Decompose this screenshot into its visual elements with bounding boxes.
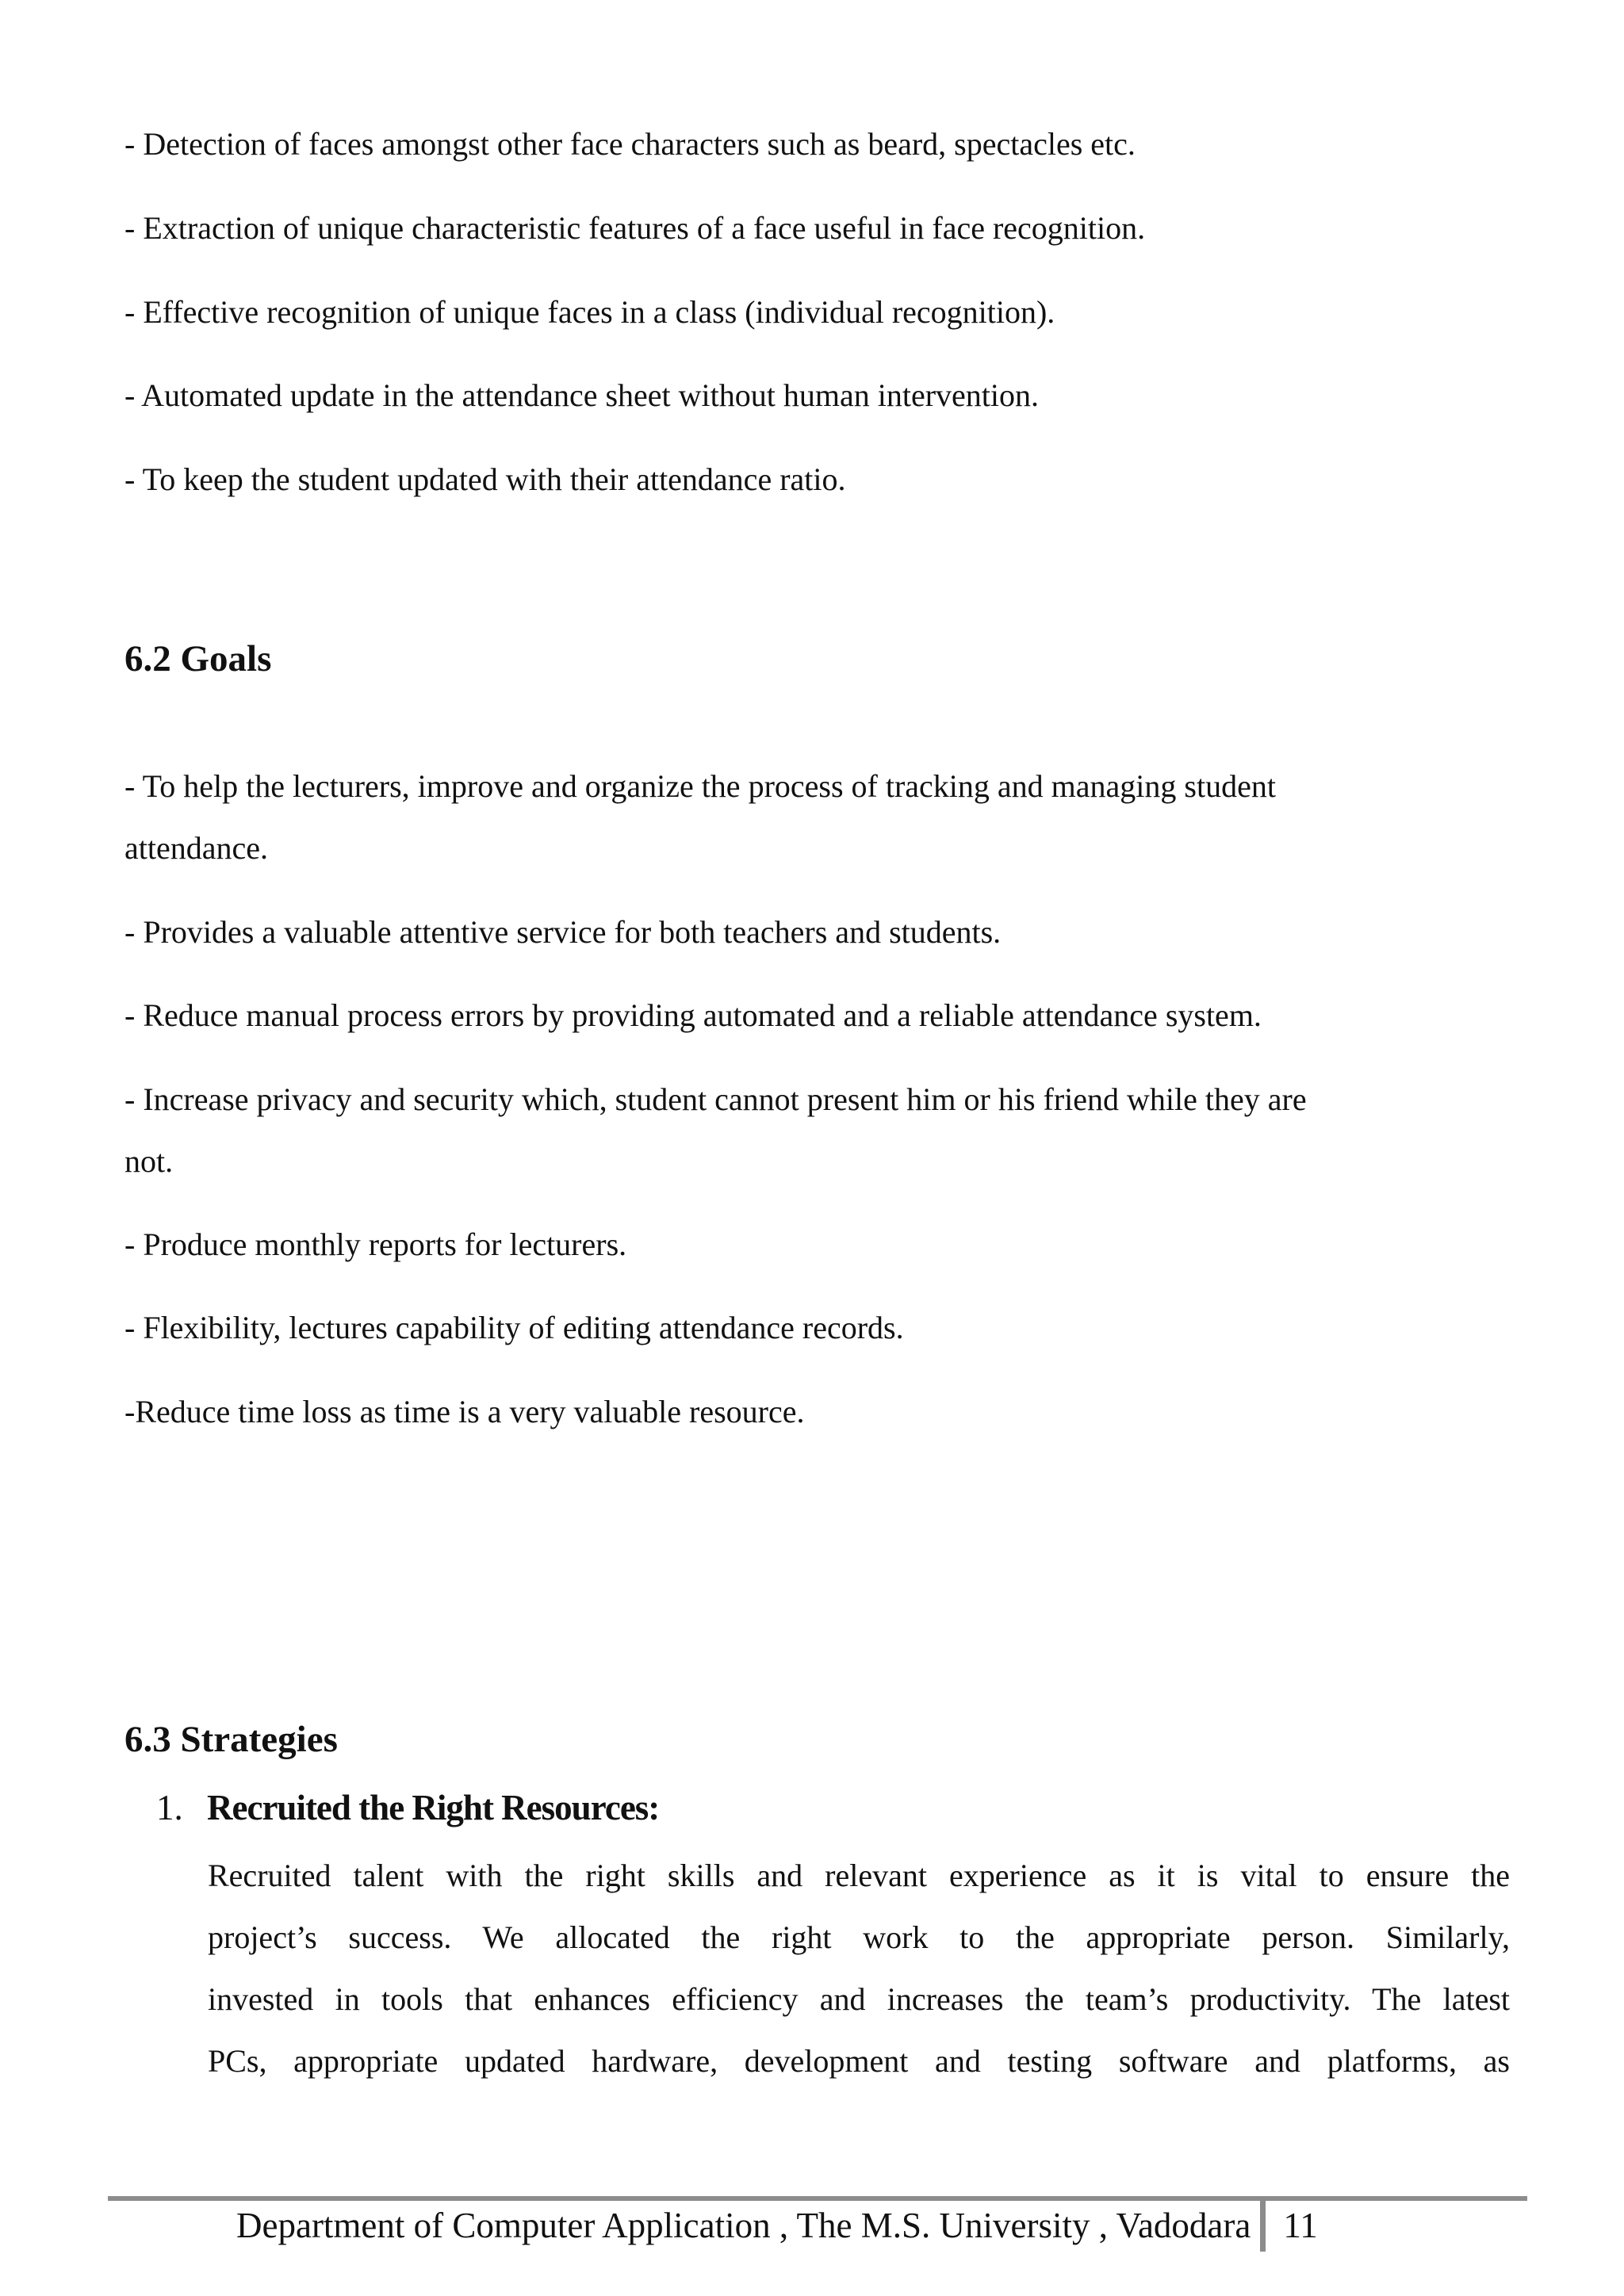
strategy-item-number: 1. — [156, 1788, 183, 1827]
paragraph-line: PCs, appropriate updated hardware, development and testing software and platforms, as — [208, 2043, 1510, 2079]
objective-item: - Extraction of unique characteristic features of a face useful in face recognition. — [124, 210, 1146, 246]
footer-text: Department of Computer Application , The M.S. University , Vadodara — [236, 2206, 1251, 2245]
goal-line: - Produce monthly reports for lecturers. — [124, 1226, 627, 1262]
goal-line: - Increase privacy and security which, student cannot present him or his friend while they are — [124, 1081, 1307, 1117]
paragraph-line: project’s success. We allocated the right work to the appropriate person. Similarly, — [208, 1919, 1510, 1955]
goal-line: -Reduce time loss as time is a very valuable resource. — [124, 1394, 805, 1429]
page-footer — [236, 2199, 1318, 2252]
page-number: 11 — [1283, 2206, 1318, 2245]
strategy-item-heading — [156, 1785, 659, 1830]
section-heading-goals: 6.2 Goals — [124, 638, 272, 679]
strategy-item-title: Recruited the Right Resources: — [207, 1788, 660, 1827]
objective-item: - Effective recognition of unique faces in a class (individual recognition). — [124, 294, 1055, 330]
section-heading-strategies: 6.3 Strategies — [124, 1719, 338, 1760]
paragraph-line: Recruited talent with the right skills and relevant experience as it is vital to ensure the — [208, 1858, 1510, 1893]
objective-item: - To keep the student updated with their attendance ratio. — [124, 461, 846, 497]
goal-line: - To help the lecturers, improve and organize the process of tracking and managing student — [124, 768, 1276, 804]
objective-item: - Detection of faces amongst other face characters such as beard, spectacles etc. — [124, 126, 1136, 162]
goal-line: not. — [124, 1143, 174, 1179]
goal-line: attendance. — [124, 830, 268, 866]
footer-separator — [1260, 2199, 1266, 2252]
goal-line: - Reduce manual process errors by providing automated and a reliable attendance system. — [124, 997, 1262, 1033]
strategy-paragraph — [208, 1857, 1510, 2104]
goal-line: - Provides a valuable attentive service for both teachers and students. — [124, 914, 1002, 950]
goal-line: - Flexibility, lectures capability of editing attendance records. — [124, 1310, 904, 1345]
objective-item: - Automated update in the attendance sheet without human intervention. — [124, 377, 1040, 413]
paragraph-line: invested in tools that enhances efficiency and increases the team’s productivity. The latest — [208, 1981, 1510, 2017]
